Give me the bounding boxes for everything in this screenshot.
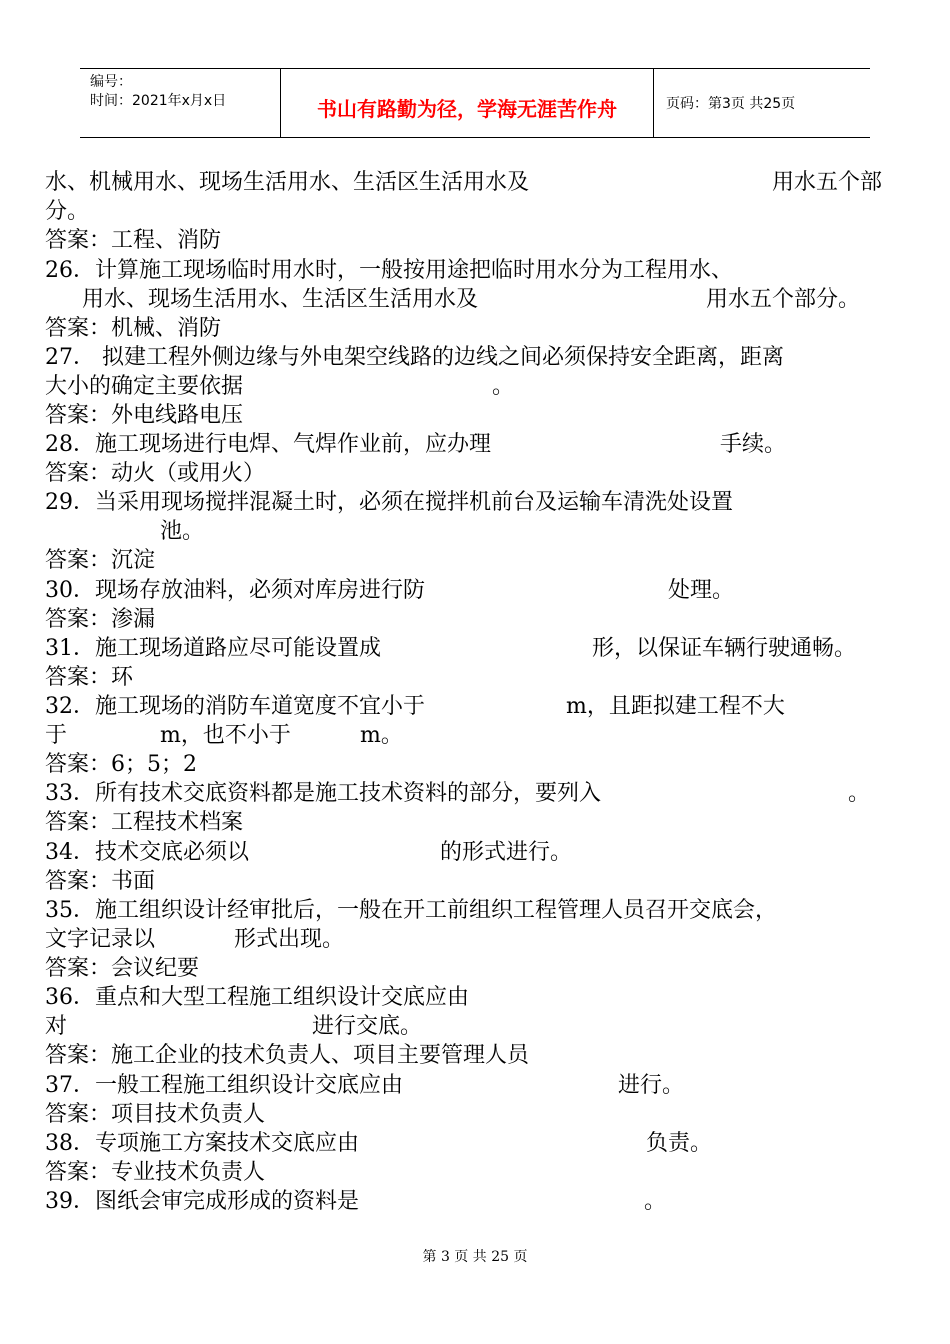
question-text: 26．计算施工现场临时用水时，一般按用途把临时用水分为工程用水、 [45, 258, 733, 283]
answer-text: 答案：渗漏 [45, 607, 156, 632]
answer-text: 答案：工程技术档案 [45, 810, 244, 835]
question-text: 36．重点和大型工程施工组织设计交底应由 [45, 985, 469, 1010]
question-text: 33．所有技术交底资料都是施工技术资料的部分，要列入 [45, 781, 601, 806]
question-text: 手续。 [720, 432, 787, 457]
question-text: 用水五个部 [772, 170, 883, 195]
question-text: 。 [492, 374, 515, 399]
question-text: 形式出现。 [234, 927, 345, 952]
question-text: 。 [848, 781, 871, 806]
question-text: 处理。 [668, 578, 735, 603]
header-page-code: 页码：第3页 共25页 [666, 96, 796, 112]
question-text: 32．施工现场的消防车道宽度不宜小于 [45, 694, 425, 719]
question-text: 分。 [45, 199, 90, 224]
question-text: 27． 拟建工程外侧边缘与外电架空线路的边线之间必须保持安全距离，距离 [45, 345, 784, 370]
answer-text: 答案：项目技术负责人 [45, 1102, 266, 1127]
question-text: 进行。 [618, 1073, 685, 1098]
question-text: 28．施工现场进行电焊、气焊作业前，应办理 [45, 432, 491, 457]
question-text: m，也不小于 [160, 723, 291, 748]
number-label: 编号： [90, 74, 132, 90]
question-text: 用水五个部分。 [706, 287, 861, 312]
answer-text: 答案：会议纪要 [45, 956, 200, 981]
page-footer: 第 3 页 共 25 页 [422, 1249, 528, 1265]
question-text: 的形式进行。 [440, 840, 573, 865]
header-motto: 书山有路勤为径，学海无涯苦作舟 [280, 69, 654, 137]
question-text: 大小的确定主要依据 [45, 374, 244, 399]
question-text: 37．一般工程施工组织设计交底应由 [45, 1073, 403, 1098]
answer-text: 答案：环 [45, 665, 134, 690]
question-text: 29．当采用现场搅拌混凝土时，必须在搅拌机前台及运输车清洗处设置 [45, 490, 733, 515]
question-text: 。 [644, 1189, 667, 1214]
question-text: 30．现场存放油料，必须对库房进行防 [45, 578, 425, 603]
answer-text: 答案：施工企业的技术负责人、项目主要管理人员 [45, 1043, 530, 1068]
question-text: 文字记录以 [45, 927, 156, 952]
answer-text: 答案：工程、消防 [45, 228, 222, 253]
question-text: 负责。 [646, 1131, 713, 1156]
question-text: 于 [45, 723, 68, 748]
question-text: 38．专项施工方案技术交底应由 [45, 1131, 359, 1156]
answer-text: 答案：6；5；2 [45, 752, 197, 777]
question-text: 对 [45, 1014, 68, 1039]
page-header [80, 68, 870, 138]
question-text: 35．施工组织设计经审批后，一般在开工前组织工程管理人员召开交底会， [45, 898, 777, 923]
time-label: 时间：2021年x月x日 [90, 93, 227, 109]
question-text: 形，以保证车辆行驶通畅。 [592, 636, 857, 661]
answer-text: 答案：动火（或用火） [45, 461, 266, 486]
question-text: 用水、现场生活用水、生活区生活用水及 [82, 287, 479, 312]
question-text: 31．施工现场道路应尽可能设置成 [45, 636, 381, 661]
answer-text: 答案：书面 [45, 869, 156, 894]
answer-text: 答案：专业技术负责人 [45, 1160, 266, 1185]
question-text: 池。 [160, 519, 205, 544]
question-text: 34．技术交底必须以 [45, 840, 249, 865]
question-text: 水、机械用水、现场生活用水、生活区生活用水及 [45, 170, 530, 195]
answer-text: 答案：外电线路电压 [45, 403, 244, 428]
question-text: 39．图纸会审完成形成的资料是 [45, 1189, 359, 1214]
question-text: 进行交底。 [312, 1014, 423, 1039]
answer-text: 答案：沉淀 [45, 548, 156, 573]
question-text: m。 [360, 723, 403, 748]
header-meta [80, 69, 280, 137]
question-text: m，且距拟建工程不大 [566, 694, 785, 719]
answer-text: 答案：机械、消防 [45, 316, 222, 341]
